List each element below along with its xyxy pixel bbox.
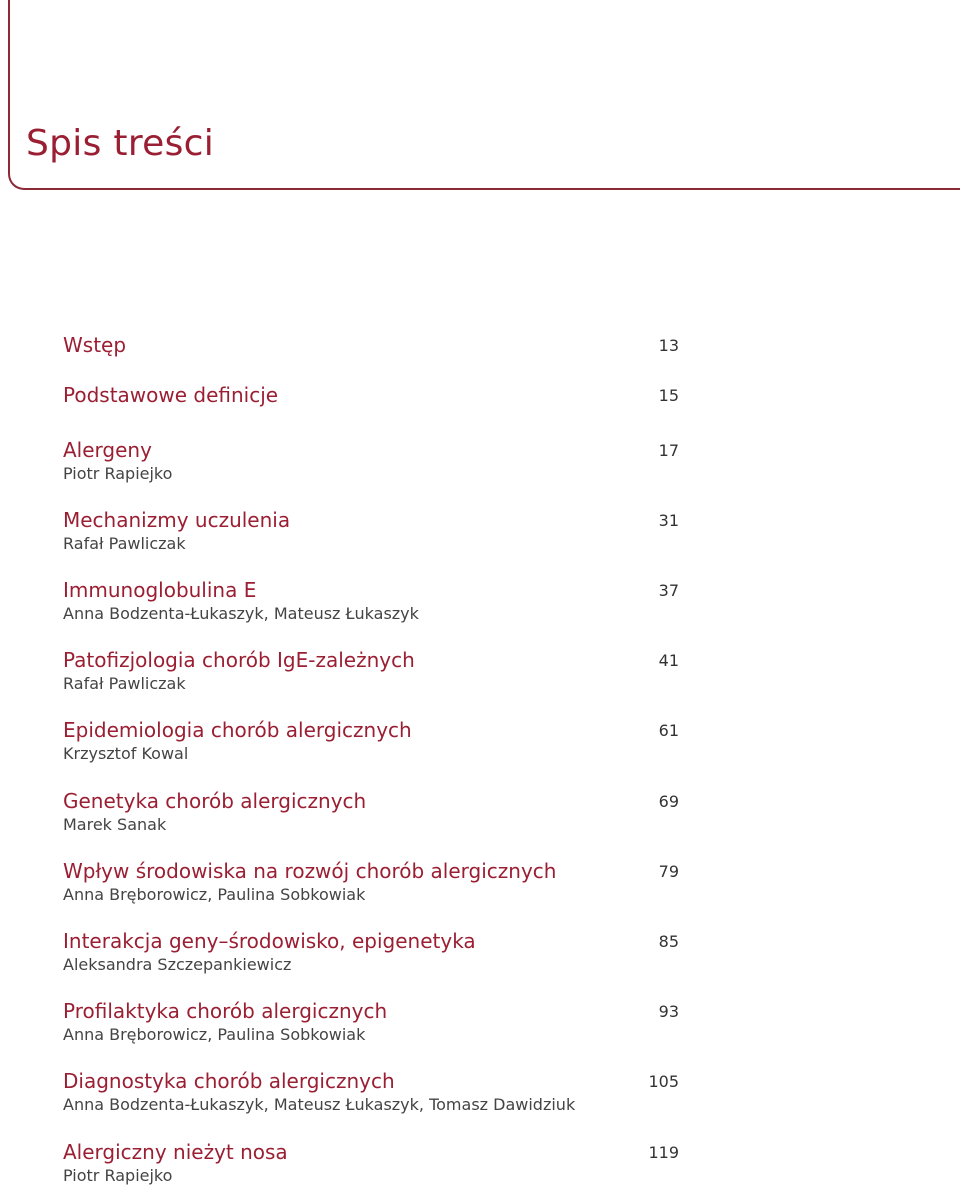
toc-entry-page: 119: [648, 1143, 679, 1162]
toc-entry-author: Anna Bręborowicz, Paulina Sobkowiak: [63, 1025, 366, 1044]
toc-entry-title[interactable]: Alergeny: [63, 438, 152, 462]
toc-entry-author: Marek Sanak: [63, 815, 167, 834]
toc-entry-title[interactable]: Genetyka chorób alergicznych: [63, 789, 367, 813]
toc-entry-author: Anna Bręborowicz, Paulina Sobkowiak: [63, 885, 366, 904]
toc-entry-author: Anna Bodzenta-Łukaszyk, Mateusz Łukaszyk, Tomasz Dawidziuk: [63, 1095, 576, 1114]
toc-entry-title[interactable]: Alergiczny nieżyt nosa: [63, 1140, 288, 1164]
toc-entry-title[interactable]: Diagnostyka chorób alergicznych: [63, 1069, 395, 1093]
toc-entry-page: 41: [658, 651, 679, 670]
toc-entry-title[interactable]: Profilaktyka chorób alergicznych: [63, 999, 388, 1023]
toc-entry-page: 85: [658, 932, 679, 951]
toc-entry-page: 105: [648, 1072, 679, 1091]
toc-entry-title[interactable]: Interakcja geny–środowisko, epigenetyka: [63, 929, 476, 953]
toc-entry-page: 31: [658, 511, 679, 530]
toc-entry-author: Rafał Pawliczak: [63, 534, 186, 553]
toc-entry-page: 37: [658, 581, 679, 600]
toc-entry-title[interactable]: Wpływ środowiska na rozwój chorób alergicznych: [63, 859, 557, 883]
toc-entry-title[interactable]: Wstęp: [63, 333, 127, 357]
toc-entry-author: Aleksandra Szczepankiewicz: [63, 955, 292, 974]
toc-entry-author: Rafał Pawliczak: [63, 674, 186, 693]
toc-entry-author: Piotr Rapiejko: [63, 1166, 173, 1185]
toc-entry-title[interactable]: Mechanizmy uczulenia: [63, 508, 291, 532]
toc-entry-title[interactable]: Immunoglobulina E: [63, 578, 257, 602]
toc-entry-page: 15: [658, 386, 679, 405]
toc-entry-page: 93: [658, 1002, 679, 1021]
toc-entry-page: 61: [658, 721, 679, 740]
page-title: Spis treści: [26, 123, 215, 164]
toc-entry-page: 17: [658, 441, 679, 460]
toc-entry-author: Piotr Rapiejko: [63, 464, 173, 483]
toc-entry-author: Anna Bodzenta-Łukaszyk, Mateusz Łukaszyk: [63, 604, 419, 623]
toc-entry-page: 69: [658, 792, 679, 811]
toc-entry-page: 13: [658, 336, 679, 355]
toc-entry-title[interactable]: Epidemiologia chorób alergicznych: [63, 718, 412, 742]
toc-entry-page: 79: [658, 862, 679, 881]
toc-entry-title[interactable]: Patofizjologia chorób IgE-zależnych: [63, 648, 415, 672]
toc-entry-title[interactable]: Podstawowe definicje: [63, 383, 279, 407]
toc-entry-author: Krzysztof Kowal: [63, 744, 189, 763]
